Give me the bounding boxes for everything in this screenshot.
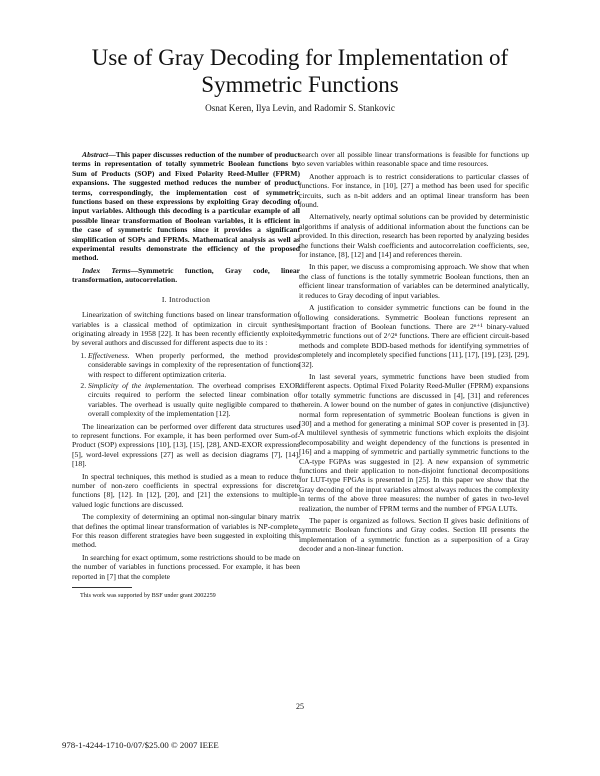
abstract-paragraph: [72, 150, 300, 263]
intro-paragraph-2: The linearization can be performed over different data structures used to represent functions. For example, it has been performed over Sum-of-Product (SOP) expressions [10], [13], [15], [28], AND-EXOR expressions [5], word-level expressions [27] as well as decision diagrams [7], [14], [18].: [72, 421, 300, 469]
title-line-1: Use of Gray Decoding for Implementation of: [91, 45, 509, 70]
list-item: [88, 381, 300, 419]
right-paragraph-2: Another approach is to restrict considerations to particular classes of functions. For instance, in [10], [27] a method has been used for specific circuits, such as n-bit adders and an optimal linear transform has been found.: [299, 171, 529, 210]
intro-paragraph-3: In spectral techniques, this method is studied as a mean to reduce the number of non-zero coefficients in spectral expressions for discrete functions [8], [12]. In [12], [20], and [21] the extensions to multiple-valued logic functions are discussed.: [72, 471, 300, 509]
abstract: [72, 150, 300, 263]
list-item-text: The overhead comprises EXOR circuits required to perform the selected linear combination of variables. The overhead is usually quite negligible compared to the overall complexity of the implementation [12].: [88, 380, 300, 419]
intro-paragraph-4: The complexity of determining an optimal non-singular binary matrix that defines the optimal linear transformation of variables is NP-complete. For this reason different strategies have been suggested in exploiting this method.: [72, 512, 300, 550]
right-paragraph-7: The paper is organized as follows. Section II gives basic definitions of symmetric Boolean functions and Gray codes. Section III presents the implementation of a symmetric function as a superposition of a Gray decoder and a non-linear function.: [299, 516, 529, 554]
list-item: [88, 351, 300, 379]
right-paragraph-5: A justification to consider symmetric functions can be found in the following considerations. Symmetric Boolean functions represent an important fraction of Boolean functions. There are 2ⁿ⁺¹ binary-valued symmetric functions out of 2^2ⁿ functions. There are efficient circuit-based methods and complete BDD-based methods for identifying symmetries of completely and incompletely specified functions [11], [17], [19], [23], [29], [32].: [299, 303, 529, 369]
index-terms: [72, 266, 300, 285]
index-terms-paragraph: [72, 266, 300, 285]
authors: Osnat Keren, Ilya Levin, and Radomir S. Stankovic: [205, 103, 395, 113]
list-item-lead: Effectiveness.: [88, 350, 130, 360]
right-paragraph-1: search over all possible linear transformations is feasible for functions up to seven variables within reasonable space and time resources.: [299, 150, 529, 169]
intro-list: [72, 351, 300, 419]
copyright-notice: 978-1-4244-1710-0/07/$25.00 © 2007 IEEE: [62, 740, 219, 750]
abstract-text: —This paper discusses reduction of the number of product terms in representation of totally symmetric Boolean functions by Sum of Products (SOP) and Fixed Polarity Reed-Muller (FPRM) expansions. The suggested method reduces the number of product terms, correspondingly, the implementation cost of symmetric functions based on these expressions by exploiting Gray decoding of input variables. Although this decoding is a particular example of all possible linear transformation of Boolean variables, it is efficient in the case of symmetric functions since it provides a significant simplification of SOPs and FPRMs. Mathematical analysis as well as experimental results demonstrate the efficiency of the proposed method.: [72, 150, 300, 263]
footnote: This work was supported by BSF under grant 2002259: [80, 592, 216, 600]
abstract-lead: Abstract: [82, 150, 109, 159]
left-column: [72, 150, 300, 603]
footnote-divider: [72, 587, 132, 588]
right-paragraph-3: Alternatively, nearly optimal solutions can be provided by deterministic algorithms if analysis of additional information about the functions can be provided. In this direction, research has been reported by analyzing besides the functions their Walsh coefficients and autocorrelation coefficients, see, for instance, [8], [12] and [14] and references therein.: [299, 212, 529, 260]
right-column: [299, 150, 529, 557]
index-terms-text: —Symmetric function, Gray code, linear transformation, autocorrelation.: [72, 265, 300, 285]
section-heading-introduction: I. Introduction: [161, 294, 211, 304]
list-item-lead: Simplicity of the implementation.: [88, 380, 194, 390]
intro-paragraph-1: Linearization of switching functions based on linear transformation of variables is a classical method of optimization in circuit synthesis originating already in 1958 [22]. It has been recently efficiently exploited by several authors and discussed for different aspects due to its :: [72, 310, 300, 348]
right-paragraph-4: In this paper, we discuss a compromising approach. We show that when the class of functions is the totally symmetric Boolean functions, then an efficient linear transformation of variables can be determined analytically, it reduces to Gray decoding of input variables.: [299, 262, 529, 300]
list-item-text: When properly performed, the method provides considerable savings in complexity of the representation of functions with respect to different optimization criteria.: [88, 350, 300, 379]
title-line-2: Symmetric Functions: [201, 72, 399, 97]
paper-title: [0, 44, 600, 98]
right-paragraph-6: In last several years, symmetric functions have been studied from different aspects. Optimal Fixed Polarity Reed-Muller (FPRM) expansions for totally symmetric functions are discussed in [4], [31] and references therein. A lower bound on the number of gates in conjunctive (disjunctive) normal form representation of symmetric Boolean functions is given in [30] and a method for generating a minimal SOP cover is presented in [3]. A multilevel synthesis of symmetric functions which exploits the disjoint decomposability and weight dependency of the functions is presented in [16] and a mapping of symmetric and partially symmetric functions to the CA-type FGPAs was suggested in [2]. A new expansion of symmetric functions and their application to non-disjoint functional decompositions for LUT-type FPGAs is presented in [25]. In this paper we show that the Gray decoding of the input variables almost always reduces the complexity in terms of the above three measures: the number of gates in two-level realization, the number of FPRM terms and the number of FPGA LUTs.: [299, 371, 529, 513]
index-terms-lead: Index Terms: [82, 265, 131, 275]
page-number: 25: [296, 702, 304, 711]
intro-paragraph-5: In searching for exact optimum, some restrictions should to be made on the number of variables in functions processed. For example, it has been reported in [7] that the complete: [72, 552, 300, 581]
